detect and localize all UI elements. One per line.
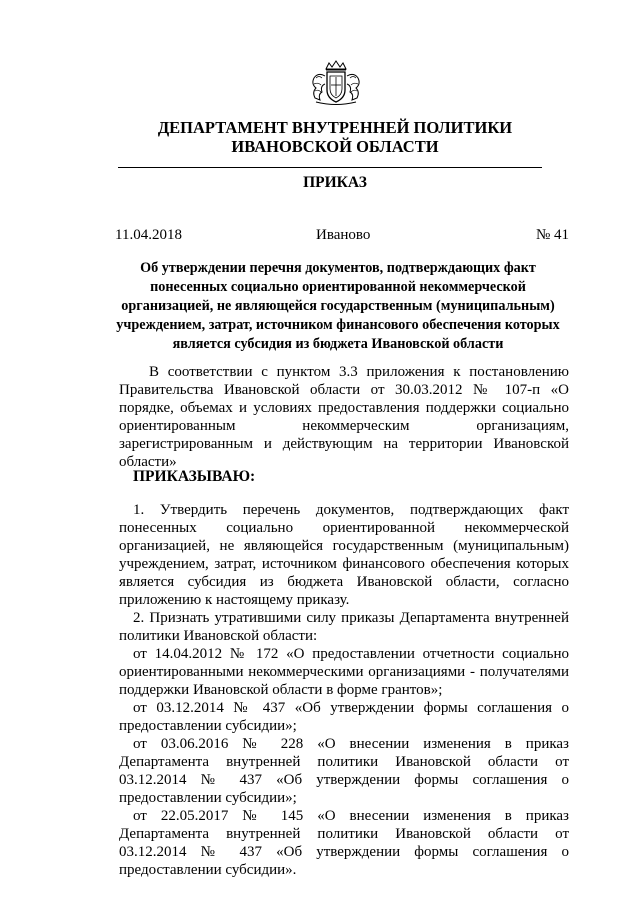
preamble-paragraph: В соответствии с пунктом 3.3 приложения к постановлению Правительства Ивановской области от 30.03.2012 № 107-п «О порядке, объемах и условиях предоставления поддержки социально ориентированным некоммерческим организациям, зарегистрированным и действующим на территории Ивановской области»	[119, 364, 569, 470]
order-word: ПРИКАЗЫВАЮ:	[133, 468, 256, 485]
repealed-order-4: от 22.05.2017 № 145 «О внесении изменения в приказ Департамента внутренней политики Ивановской области от 03.12.2014 № 437 «Об утверждении формы соглашения о предоставлении субсидии».	[119, 808, 569, 878]
header-divider	[118, 167, 542, 168]
order-item-1: 1. Утвердить перечень документов, подтверждающих факт понесенных социально ориентированной некоммерческой организацией, не являющейся государственным (муниципальным) учреждением, затрат, источником финансового обеспечения которых является субсидия из бюджета Ивановской области, согласно приложению к настоящему приказу.	[119, 502, 569, 608]
repealed-order-3: от 03.06.2016 № 228 «О внесении изменения в приказ Департамента внутренней политики Ивановской области от 03.12.2014 № 437 «Об утверждении формы соглашения о предоставлении субсидии»;	[119, 736, 569, 806]
order-number: № 41	[536, 227, 570, 243]
order-items	[119, 501, 569, 879]
department-name: ДЕПАРТАМЕНТ ВНУТРЕННЕЙ ПОЛИТИКИ ИВАНОВСКОЙ ОБЛАСТИ	[157, 118, 513, 156]
order-item-2: 2. Признать утратившими силу приказы Департамента внутренней политики Ивановской области:	[119, 610, 569, 644]
order-subject: Об утверждении перечня документов, подтверждающих факт понесенных социально ориентированной некоммерческой организацией, не являющейся государственным (муниципальным) учреждением, затрат, источником финансового обеспечения которых является субсидия из бюджета Ивановской области	[116, 260, 560, 352]
order-city: Иваново	[316, 227, 371, 243]
document-type-title: ПРИКАЗ	[303, 174, 367, 191]
coat-of-arms-icon	[296, 58, 376, 106]
repealed-order-1: от 14.04.2012 № 172 «О предоставлении отчетности социально ориентированными некоммерческими организациями - получателями поддержки Ивановской области в форме грантов»;	[119, 646, 569, 698]
order-date: 11.04.2018	[115, 227, 182, 243]
repealed-order-2: от 03.12.2014 № 437 «Об утверждении формы соглашения о предоставлении субсидии»;	[119, 700, 569, 734]
coat-of-arms-emblem	[296, 58, 376, 106]
